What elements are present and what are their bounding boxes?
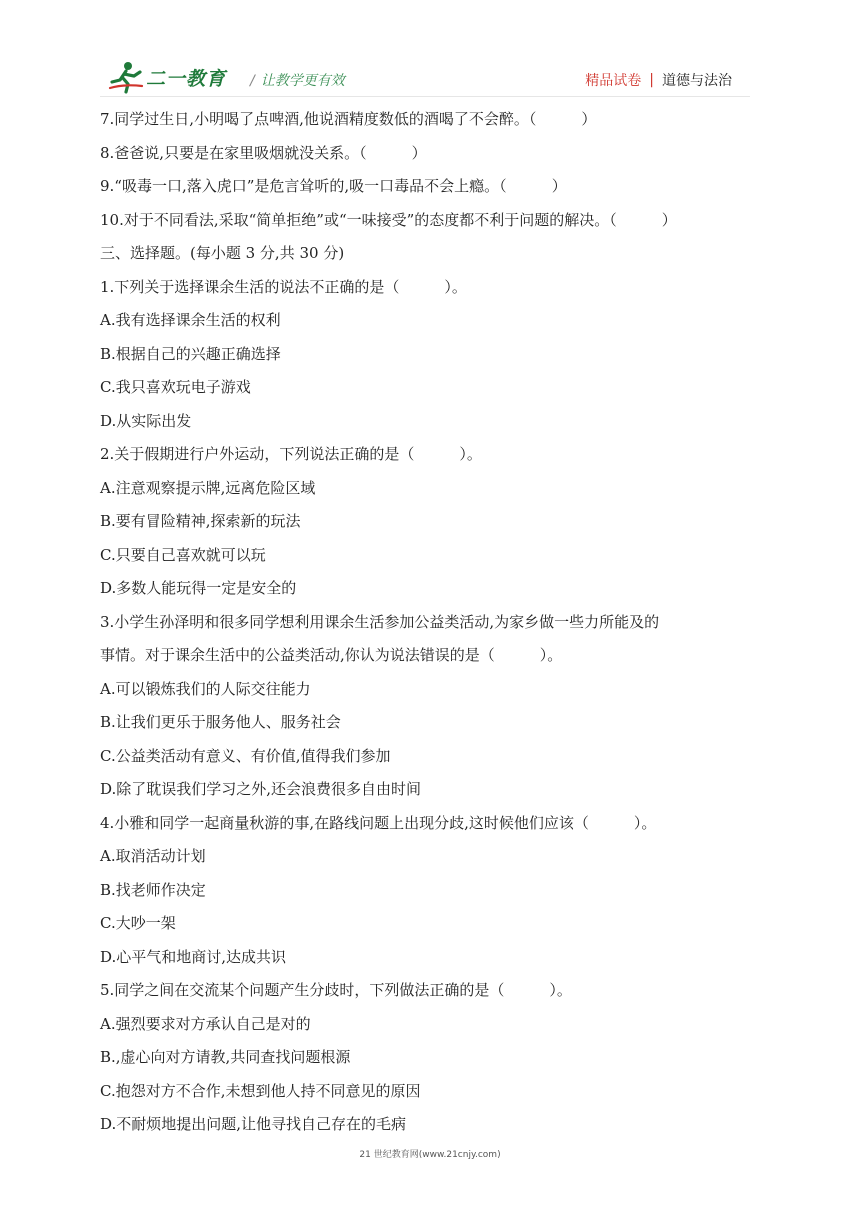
option-3b: B.让我们更乐于服务他人、服务社会: [100, 713, 341, 731]
option-5a: A.强烈要求对方承认自己是对的: [100, 1014, 311, 1033]
option-4b: B.找老师作决定: [100, 880, 206, 899]
header-labels: [585, 70, 732, 90]
option-2a: A.注意观察提示牌,远离危险区域: [100, 478, 316, 497]
question-7: 7.同学过生日,小明喝了点啤酒,他说酒精度数低的酒喝了不会醉。（ ）: [100, 110, 597, 128]
choice-question-4: 4.小雅和同学一起商量秋游的事,在路线问题上出现分歧,这时候他们应该（ ）。: [100, 813, 657, 832]
question-8: 8.爸爸说,只要是在家里吸烟就没关系。（ ）: [100, 143, 427, 162]
option-2d: D.多数人能玩得一定是安全的: [100, 579, 297, 597]
brand-logo: [106, 60, 226, 94]
choice-question-3-cont: 事情。对于课余生活中的公益类活动,你认为说法错误的是（ ）。: [100, 646, 563, 664]
running-figure-icon: [106, 60, 144, 94]
option-5b: B.,虚心向对方请教,共同查找问题根源: [100, 1048, 351, 1066]
slogan: [250, 70, 345, 90]
option-1c: C.我只喜欢玩电子游戏: [100, 378, 251, 396]
page-header: [100, 60, 750, 96]
option-5d: D.不耐烦地提出问题,让他寻找自己存在的毛病: [100, 1115, 407, 1133]
question-10: 10.对于不同看法,采取“简单拒绝”或“一味接受”的态度都不利于问题的解决。（ ）: [100, 210, 677, 229]
option-4d: D.心平气和地商讨,达成共识: [100, 947, 287, 966]
option-3c: C.公益类活动有意义、有价值,值得我们参加: [100, 746, 391, 765]
option-4a: A.取消活动计划: [100, 847, 206, 865]
option-3a: A.可以锻炼我们的人际交往能力: [100, 679, 311, 698]
option-1d: D.从实际出发: [100, 411, 192, 430]
option-4c: C.大吵一架: [100, 914, 176, 932]
option-2c: C.只要自己喜欢就可以玩: [100, 545, 266, 564]
option-3d: D.除了耽误我们学习之外,还会浪费很多自由时间: [100, 780, 422, 798]
logo-text: 二一教育: [146, 67, 227, 90]
option-5c: C.抱怨对方不合作,未想到他人持不同意见的原因: [100, 1081, 421, 1100]
header-separator: |: [649, 72, 654, 88]
question-9: 9.“吸毒一口,落入虎口”是危言耸听的,吸一口毒品不会上瘾。（ ）: [100, 177, 567, 195]
header-divider: [100, 96, 750, 97]
choice-question-3: 3.小学生孙泽明和很多同学想利用课余生活参加公益类活动,为家乡做一些力所能及的: [100, 612, 660, 631]
choice-question-1: 1.下列关于选择课余生活的说法不正确的是（ ）。: [100, 277, 467, 296]
subject-label: 道德与法治: [662, 73, 732, 89]
option-1b: B.根据自己的兴趣正确选择: [100, 344, 281, 363]
section-heading: 三、选择题。(每小题 3 分,共 30 分): [100, 244, 345, 262]
slogan-text: 让教学更有效: [260, 73, 345, 89]
choice-question-5: 5.同学之间在交流某个问题产生分歧时，下列做法正确的是（ ）。: [100, 981, 572, 999]
option-1a: A.我有选择课余生活的权利: [100, 311, 281, 329]
exam-content: [100, 103, 770, 1142]
option-2b: B.要有冒险精神,探索新的玩法: [100, 512, 301, 530]
choice-question-2: 2.关于假期进行户外运动，下列说法正确的是（ ）。: [100, 445, 482, 463]
slogan-separator: /: [250, 73, 255, 89]
page-footer: 21 世纪教育网(www.21cnjy.com): [359, 1150, 501, 1160]
series-label: 精品试卷: [585, 73, 642, 89]
